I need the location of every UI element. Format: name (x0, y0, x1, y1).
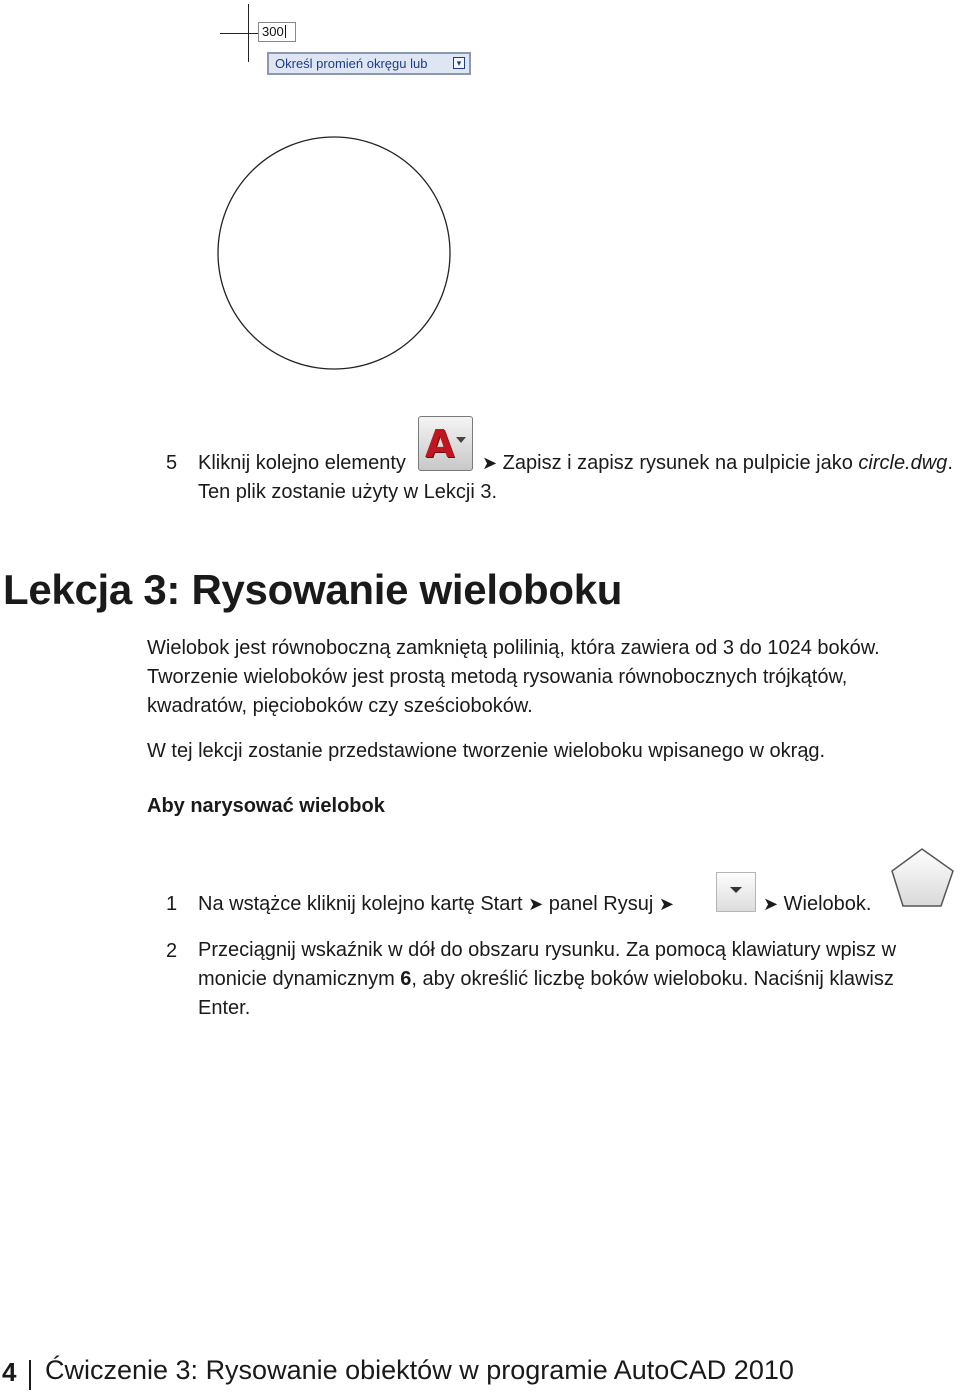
step-2-line-1: Przeciągnij wskaźnik w dół do obszaru rysunku. Za pomocą klawiatury wpisz w (198, 939, 897, 961)
step-1-text-c: Wielobok. (783, 893, 872, 915)
autocad-logo-icon: A (425, 422, 455, 466)
step-2-line-3: Enter. (198, 997, 251, 1019)
step-2-number: 2 (166, 940, 178, 962)
down-arrow-icon[interactable]: ▾ (453, 57, 465, 69)
lesson-title: Lekcja 3: Rysowanie wieloboku (3, 566, 623, 613)
autocad-application-button-icon[interactable] (418, 416, 473, 471)
chevron-down-icon (456, 437, 466, 443)
step-1-number: 1 (166, 893, 178, 915)
step-1-text-a: Na wstążce kliknij kolejno kartę Start (198, 893, 523, 915)
menu-arrow: ➤ (658, 894, 674, 915)
para-1-line-2: Tworzenie wieloboków jest prostą metodą rysowania równobocznych trójkątów, (147, 666, 848, 688)
pentagon-shape (892, 849, 953, 906)
step-2-line-2 (198, 965, 938, 994)
step-5-text-after (482, 449, 953, 478)
page-number: 4 (2, 1357, 17, 1387)
step-5-period: . (947, 452, 953, 474)
menu-arrow: ➤ (482, 453, 498, 474)
procedure-title: Aby narysować wielobok (147, 795, 385, 817)
step-5-line-2: Ten plik zostanie użyty w Lekcji 3. (198, 481, 498, 503)
step-1-text-end (763, 890, 871, 919)
para-1-line-1: Wielobok jest równoboczną zamkniętą polilinią, która zawiera od 3 do 1024 boków. (147, 637, 880, 659)
dropdown-arrow-icon[interactable] (716, 872, 756, 912)
step-1-text (198, 890, 674, 919)
dynamic-prompt-text: Określ promień okręgu lub (275, 56, 428, 71)
step-1-text-b: panel Rysuj (548, 893, 654, 915)
step-5-save-text: Zapisz i zapisz rysunek na pulpicie jako (502, 452, 859, 474)
dynamic-input-prompt (267, 52, 471, 75)
footer-title: Ćwiczenie 3: Rysowanie obiektów w programie AutoCAD 2010 (45, 1355, 794, 1385)
dynamic-input-field[interactable]: 300 (258, 22, 296, 42)
circle-shape (218, 137, 450, 369)
menu-arrow: ➤ (528, 894, 544, 915)
side-count-value: 6 (400, 968, 412, 990)
text-caret (285, 25, 286, 38)
lesson-para-1 (147, 634, 927, 721)
para-1-line-3: kwadratów, pięcioboków czy sześcioboków. (147, 695, 533, 717)
step-5-number: 5 (166, 452, 178, 474)
chevron-down-icon (730, 887, 742, 893)
circle-drawing (210, 130, 460, 380)
filename: circle.dwg (858, 452, 948, 474)
lesson-para-2: W tej lekcji zostanie przedstawione tworzenie wieloboku wpisanego w okrąg. (147, 740, 826, 762)
step-2-line-2-b: , aby określić liczbę boków wieloboku. Naciśnij klawisz (411, 968, 894, 990)
menu-arrow: ➤ (763, 894, 779, 915)
step-5-text-before: Kliknij kolejno elementy (198, 452, 406, 474)
polygon-pentagon-icon[interactable] (890, 846, 958, 910)
footer-divider (29, 1360, 31, 1390)
step-2-line-2-a: monicie dynamicznym (198, 968, 401, 990)
step-2-text (198, 936, 938, 1023)
